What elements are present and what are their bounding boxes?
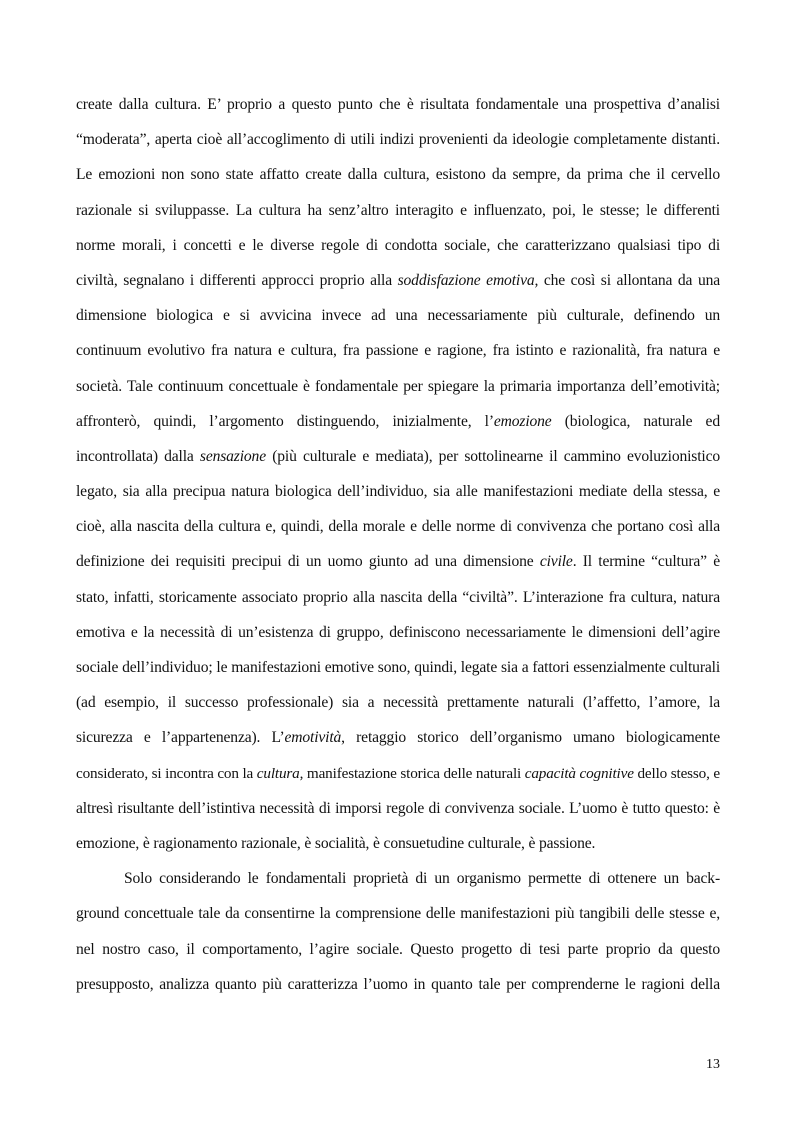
text-line: [76, 791, 720, 826]
text-line: [76, 720, 720, 755]
text-run: considerato, si incontra con la: [76, 764, 257, 782]
text-line: razionale si sviluppasse. La cultura ha senz’altro interagito e influenzato, poi, le stesse; le differenti: [76, 201, 720, 219]
text-line: continuum evolutivo fra natura e cultura, fra passione e ragione, fra istinto e razionalità, fra natura e: [76, 342, 720, 360]
text-line: Le emozioni non sono state affatto create dalla cultura, esistono da sempre, da prima che il cervello: [76, 166, 720, 184]
text-line: cioè, alla nascita della cultura e, quindi, della morale e delle norme di convivenza che portano così alla: [76, 518, 720, 536]
text-line: emotiva e la necessità di un’esistenza di gruppo, definiscono necessariamente le dimensioni dell’agire: [76, 623, 720, 641]
text-run: incontrollata) dalla: [76, 447, 200, 465]
text-line: “moderata”, aperta cioè all’accoglimento di utili indizi provenienti da ideologie completamente distanti.: [76, 131, 720, 149]
italic-term: cultura: [256, 764, 300, 782]
text-run: , retaggio storico dell’organismo umano biologicamente: [341, 729, 720, 747]
text-run: . Il termine “cultura” è: [572, 553, 720, 571]
text-run: (più culturale e mediata), per sottolinearne il cammino evoluzionistico: [265, 447, 720, 465]
text-line: norme morali, i concetti e le diverse regole di condotta sociale, che caratterizzano qualsiasi tipo di: [76, 236, 720, 254]
text-line: Solo considerando le fondamentali proprietà di un organismo permette di ottenere un back-: [124, 870, 720, 888]
italic-term: sensazione: [199, 447, 266, 465]
text-line: emozione, è ragionamento razionale, è socialità, è consuetudine culturale, è passione.: [76, 834, 596, 852]
text-line: legato, sia alla precipua natura biologica dell’individuo, sia alle manifestazioni mediate della stessa, e: [76, 483, 720, 501]
text-run: definizione dei requisiti precipui di un uomo giunto ad una dimensione: [76, 553, 540, 571]
text-line: società. Tale continuum concettuale è fondamentale per spiegare la primaria importanza dell’emotività;: [76, 377, 720, 395]
text-line: [76, 756, 720, 791]
paragraph-2: [76, 861, 720, 1002]
text-run: civiltà, segnalano i differenti approcci proprio alla: [76, 271, 398, 289]
text-run: onvivenza sociale. L’uomo è tutto questo: è: [451, 799, 721, 817]
text-line: presupposto, analizza quanto più caratterizza l’uomo in quanto tale per comprenderne le ragioni della: [76, 975, 720, 993]
page-number: 13: [706, 1057, 720, 1072]
text-line: stato, infatti, storicamente associato proprio alla nascita della “civiltà”. L’interazione fra cultura, natura: [76, 588, 720, 606]
body-text: [76, 87, 720, 1002]
text-run: (biologica, naturale ed: [551, 412, 720, 430]
text-line: (ad esempio, il successo professionale) sia a necessità prettamente naturali (l’affetto, l’amore, la: [76, 694, 720, 712]
italic-term: soddisfazione emotiva,: [397, 271, 539, 289]
text-line: [76, 544, 720, 579]
text-run: che così si allontana da una: [538, 271, 721, 289]
text-line: nel nostro caso, il comportamento, l’agire sociale. Questo progetto di tesi parte proprio da questo: [76, 940, 720, 958]
text-line: [76, 263, 720, 298]
text-line: sociale dell’individuo; le manifestazioni emotive sono, quindi, legate sia a fattori essenzialmente culturali: [76, 659, 720, 676]
text-line: [76, 439, 720, 474]
text-line: [76, 404, 720, 439]
text-line: ground concettuale tale da consentirne la comprensione delle manifestazioni più tangibili delle stesse e,: [76, 905, 720, 923]
text-line: create dalla cultura. E’ proprio a questo punto che è risultata fondamentale una prospettiva d’analisi: [76, 96, 720, 113]
italic-term: civile: [539, 553, 573, 571]
text-run: sicurezza e l’appartenenza). L’: [76, 729, 285, 747]
text-line: dimensione biologica e si avvicina invece ad una necessariamente più culturale, definendo un: [76, 307, 720, 325]
paragraph-1: [76, 87, 720, 861]
text-run: dello stesso, e: [633, 764, 721, 782]
text-run: altresì risultante dell’istintiva necessità di imporsi regole di: [76, 799, 445, 817]
italic-term: emotività: [284, 729, 342, 747]
italic-term: c: [444, 799, 452, 817]
text-run: affronterò, quindi, l’argomento distinguendo, inizialmente, l’: [76, 412, 494, 430]
italic-term: emozione: [493, 412, 552, 430]
italic-term: capacità cognitive: [524, 764, 634, 782]
text-run: , manifestazione storica delle naturali: [299, 764, 525, 782]
